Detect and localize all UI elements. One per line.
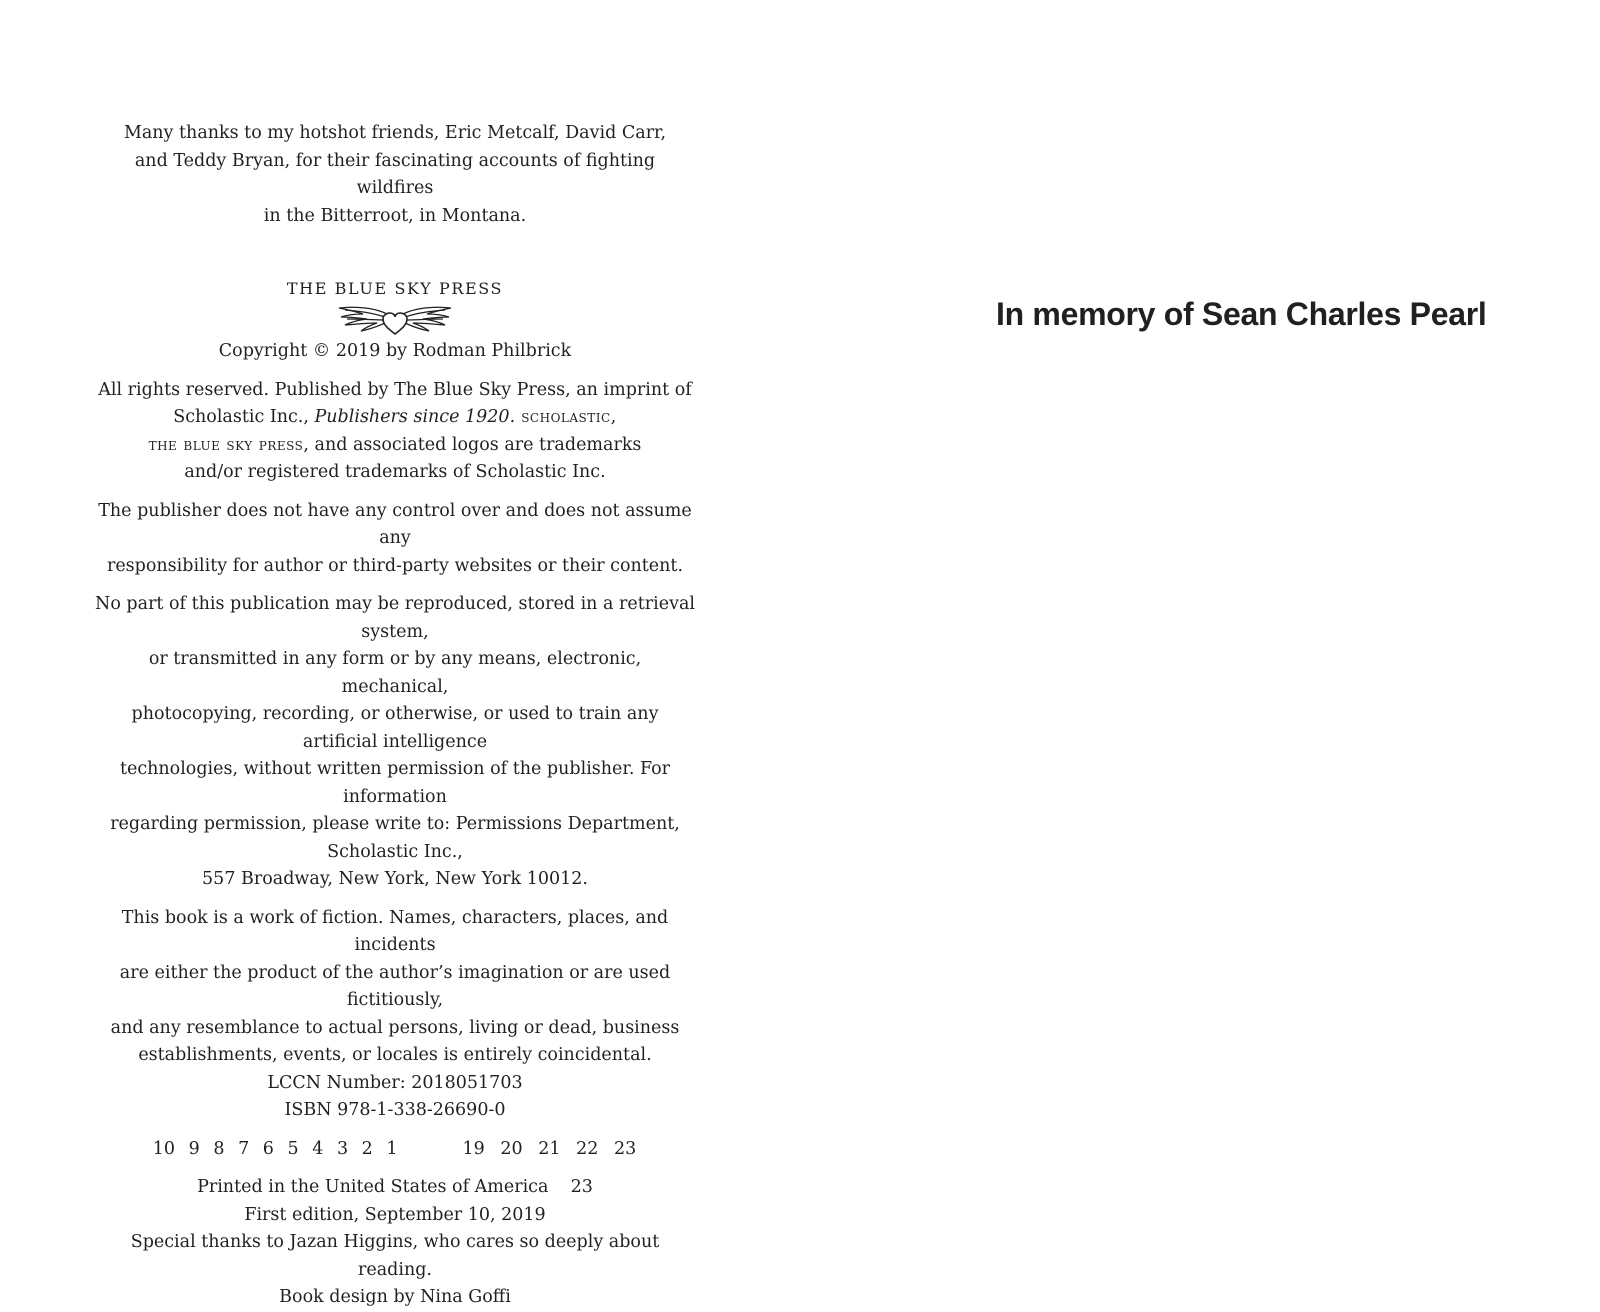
acknowledgement-line: in the Bitterroot, in Montana. [263, 205, 527, 226]
edition-line: First edition, September 10, 2019 [244, 1204, 546, 1225]
rights-line: and/or registered trademarks of Scholastic Inc. [184, 462, 606, 482]
reproduction-line: technologies, without written permission of the publisher. For information [119, 759, 671, 807]
fiction-line: are either the product of the author’s imagination or are used fictitiously, [119, 962, 671, 1010]
rights-line [95, 432, 695, 460]
impression-year: 23 [613, 1138, 637, 1159]
rights-notice [95, 377, 695, 487]
printing-info [95, 1174, 695, 1229]
fiction-line: and any resemblance to actual persons, living or dead, business [110, 1017, 680, 1038]
rights-trademark: scholastic, [515, 407, 617, 427]
dedication-page [996, 296, 1486, 333]
impression-year: 22 [576, 1138, 599, 1159]
fiction-line: establishments, events, or locales is entirely coincidental. [138, 1045, 652, 1065]
rights-line: All rights reserved. Published by The Blue Sky Press, an imprint of [98, 379, 692, 400]
impression-year: 20 [500, 1138, 523, 1159]
design-credit: Book design by Nina Goffi [279, 1287, 511, 1307]
acknowledgement-line: Many thanks to my hotshot friends, Eric Metcalf, David Carr, [123, 123, 667, 143]
copyright-page [95, 120, 695, 1312]
rights-line [95, 404, 695, 432]
rights-text: Scholastic Inc., [173, 407, 315, 427]
impression-number: 8 [213, 1138, 225, 1159]
impression-number: 6 [262, 1138, 274, 1159]
printer-key [95, 1136, 695, 1164]
impression-number: 5 [287, 1138, 299, 1159]
lccn-number: LCCN Number: 2018051703 [267, 1072, 523, 1093]
publisher-disclaimer [95, 498, 695, 581]
fiction-notice [95, 905, 695, 1070]
disclaimer-line: responsibility for author or third-party websites or their content. [106, 555, 684, 576]
impression-years [458, 1136, 642, 1164]
reproduction-line: regarding permission, please write to: Permissions Department, Scholastic Inc., [110, 814, 680, 862]
winged-heart-icon [335, 300, 455, 338]
impression-number: 2 [361, 1138, 373, 1159]
fiction-line: This book is a work of fiction. Names, characters, places, and incidents [121, 907, 669, 955]
special-thanks: Special thanks to Jazan Higgins, who cares so deeply about reading. [130, 1232, 660, 1280]
impression-year: 21 [538, 1138, 561, 1159]
acknowledgement-line: and Teddy Bryan, for their fascinating accounts of fighting wildfires [134, 150, 656, 198]
copyright-line: Copyright © 2019 by Rodman Philbrick [218, 341, 572, 361]
isbn-number: ISBN 978-1-338-26690-0 [284, 1100, 506, 1120]
impression-numbers [149, 1136, 402, 1164]
impression-number: 9 [188, 1138, 200, 1159]
publisher-imprint [95, 278, 695, 338]
rights-tagline: Publishers since 1920. [314, 407, 516, 427]
reproduction-line: photocopying, recording, or otherwise, or used to train any artificial intelligence [131, 704, 659, 752]
reproduction-notice [95, 591, 695, 894]
reproduction-line: No part of this publication may be reproduced, stored in a retrieval system, [95, 594, 695, 642]
impression-number: 10 [152, 1138, 176, 1159]
impression-number: 7 [238, 1138, 250, 1159]
impression-number: 3 [336, 1138, 349, 1159]
disclaimer-line: The publisher does not have any control over and does not assume any [98, 500, 692, 548]
rights-text: , and associated logos are trademarks [303, 434, 642, 455]
acknowledgement [95, 120, 695, 230]
printed-location: Printed in the United States of America 23 [197, 1177, 593, 1197]
impression-number: 4 [312, 1138, 324, 1159]
press-name: THE BLUE SKY PRESS [286, 279, 504, 298]
dedication: In memory of Sean Charles Pearl [996, 296, 1487, 332]
rights-trademark: the blue sky press [148, 434, 304, 455]
impression-year: 19 [462, 1138, 485, 1159]
reproduction-line: 557 Broadway, New York, New York 10012. [202, 869, 588, 889]
reproduction-line: or transmitted in any form or by any means, electronic, mechanical, [148, 649, 642, 697]
impression-number: 1 [386, 1138, 398, 1159]
